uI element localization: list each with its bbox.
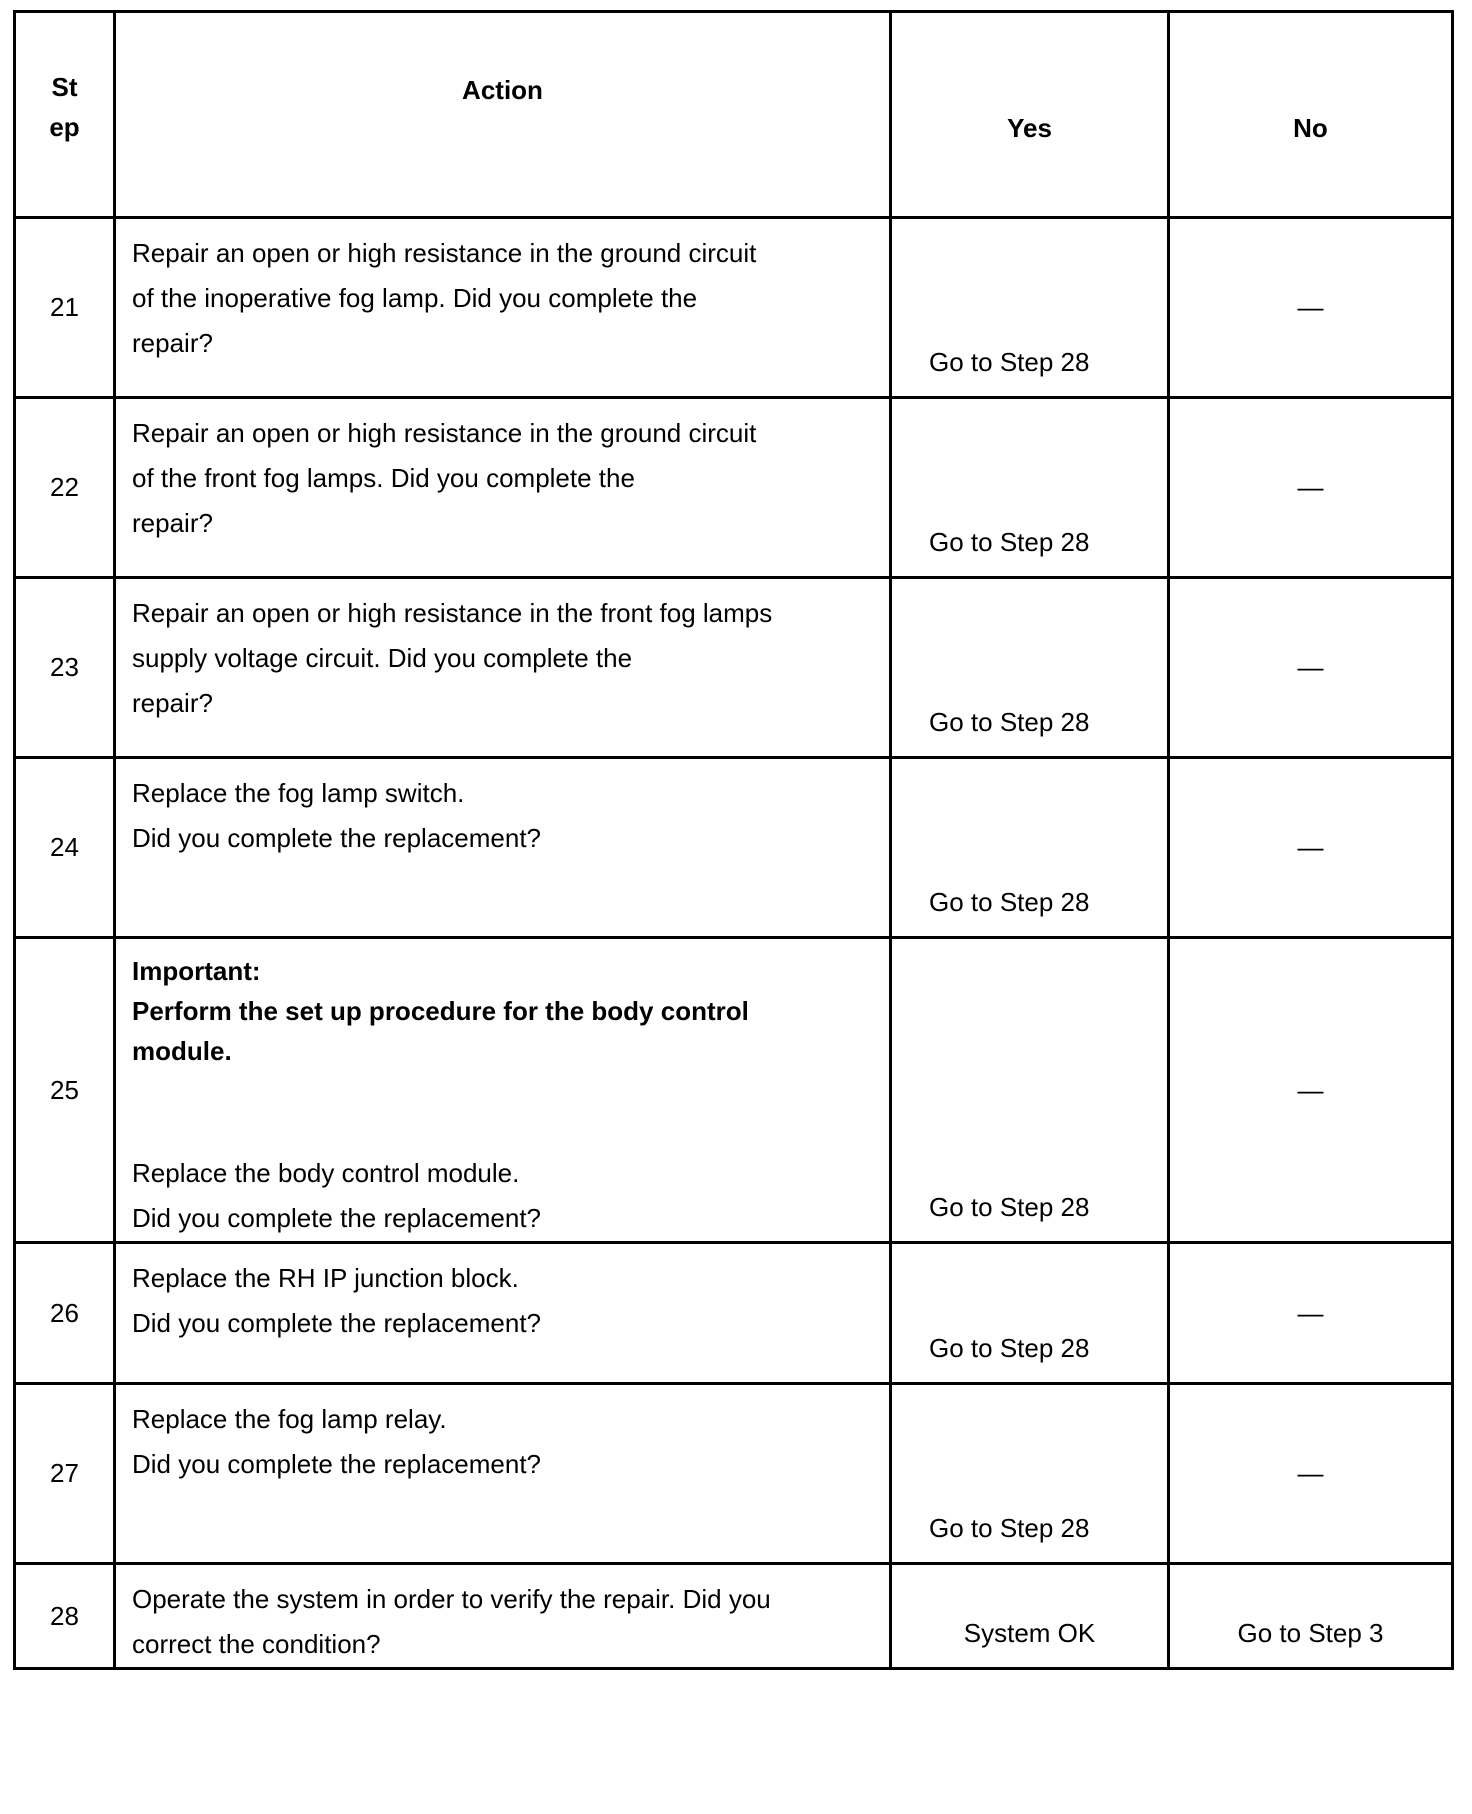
no-cell (1169, 1384, 1453, 1564)
header-step-line1: St (51, 72, 78, 102)
action-line: Repair an open or high resistance in the ground circuit (132, 418, 757, 448)
yes-result: System OK (963, 1618, 1096, 1648)
action-line: repair? (132, 688, 213, 718)
yes-cell (891, 398, 1169, 578)
table-row (15, 1564, 1453, 1669)
no-cell (1169, 218, 1453, 398)
header-action: Action (115, 12, 891, 218)
step-number: 26 (15, 1243, 115, 1384)
no-result: Go to Step 3 (1237, 1618, 1384, 1648)
yes-result: Go to Step 28 (929, 347, 1090, 377)
no-result: — (1297, 832, 1324, 862)
step-number: 24 (15, 758, 115, 938)
yes-cell (891, 1384, 1169, 1564)
step-number: 22 (15, 398, 115, 578)
step-number: 21 (15, 218, 115, 398)
action-line: Did you complete the replacement? (132, 1308, 542, 1338)
action-cell (115, 1243, 891, 1384)
action-line: correct the condition? (132, 1629, 381, 1659)
no-cell (1169, 398, 1453, 578)
diagnostic-table (13, 10, 1454, 1670)
yes-result: Go to Step 28 (929, 707, 1090, 737)
step-number: 23 (15, 578, 115, 758)
important-line: Perform the set up procedure for the body control (132, 996, 749, 1026)
header-row (15, 12, 1453, 218)
action-cell (115, 398, 891, 578)
table-row (15, 1243, 1453, 1384)
action-line: Replace the RH IP junction block. (132, 1263, 519, 1293)
table-row (15, 1384, 1453, 1564)
action-cell (115, 1564, 891, 1669)
action-line: Did you complete the replacement? (132, 823, 542, 853)
no-cell (1169, 578, 1453, 758)
step-number: 27 (15, 1384, 115, 1564)
table-row (15, 218, 1453, 398)
action-line: repair? (132, 508, 213, 538)
important-line: module. (132, 1036, 232, 1066)
table-row (15, 758, 1453, 938)
no-result: — (1297, 1458, 1324, 1488)
yes-cell (891, 938, 1169, 1243)
header-step-line2: ep (49, 112, 80, 142)
yes-result: Go to Step 28 (929, 527, 1090, 557)
no-result: — (1297, 292, 1324, 322)
header-yes: Yes (891, 12, 1169, 218)
yes-cell (891, 1243, 1169, 1384)
table-row (15, 578, 1453, 758)
action-cell (115, 218, 891, 398)
important-line: Important: (132, 956, 261, 986)
action-cell (115, 1384, 891, 1564)
step-number: 25 (15, 938, 115, 1243)
step-number: 28 (15, 1564, 115, 1669)
no-cell (1169, 758, 1453, 938)
yes-result: Go to Step 28 (929, 887, 1090, 917)
action-line: Did you complete the replacement? (132, 1203, 542, 1233)
important-note (132, 951, 889, 1071)
action-cell (115, 758, 891, 938)
action-line: Repair an open or high resistance in the front fog lamps (132, 598, 773, 628)
action-line: supply voltage circuit. Did you complete the (132, 643, 633, 673)
yes-cell (891, 578, 1169, 758)
no-result: — (1297, 652, 1324, 682)
yes-cell (891, 218, 1169, 398)
header-step (15, 12, 115, 218)
yes-cell (891, 758, 1169, 938)
action-line: Repair an open or high resistance in the ground circuit (132, 238, 757, 268)
table-row (15, 938, 1453, 1243)
action-line: repair? (132, 328, 213, 358)
no-result: — (1297, 1074, 1324, 1105)
action-line: Did you complete the replacement? (132, 1449, 542, 1479)
action-cell (115, 938, 891, 1243)
yes-result: Go to Step 28 (929, 1513, 1090, 1543)
no-cell (1169, 938, 1453, 1243)
action-line: Operate the system in order to verify the repair. Did you (132, 1584, 771, 1614)
no-result: — (1297, 1297, 1324, 1328)
action-line: of the front fog lamps. Did you complete the (132, 463, 635, 493)
action-cell (115, 578, 891, 758)
action-line: of the inoperative fog lamp. Did you complete the (132, 283, 698, 313)
no-cell (1169, 1243, 1453, 1384)
header-no: No (1169, 12, 1453, 218)
no-cell (1169, 1564, 1453, 1669)
no-result: — (1297, 472, 1324, 502)
action-line: Replace the fog lamp relay. (132, 1404, 447, 1434)
action-line: Replace the fog lamp switch. (132, 778, 465, 808)
yes-result: Go to Step 28 (929, 1333, 1090, 1363)
yes-cell (891, 1564, 1169, 1669)
yes-result: Go to Step 28 (929, 1192, 1090, 1222)
action-line: Replace the body control module. (132, 1158, 520, 1188)
table-row (15, 398, 1453, 578)
